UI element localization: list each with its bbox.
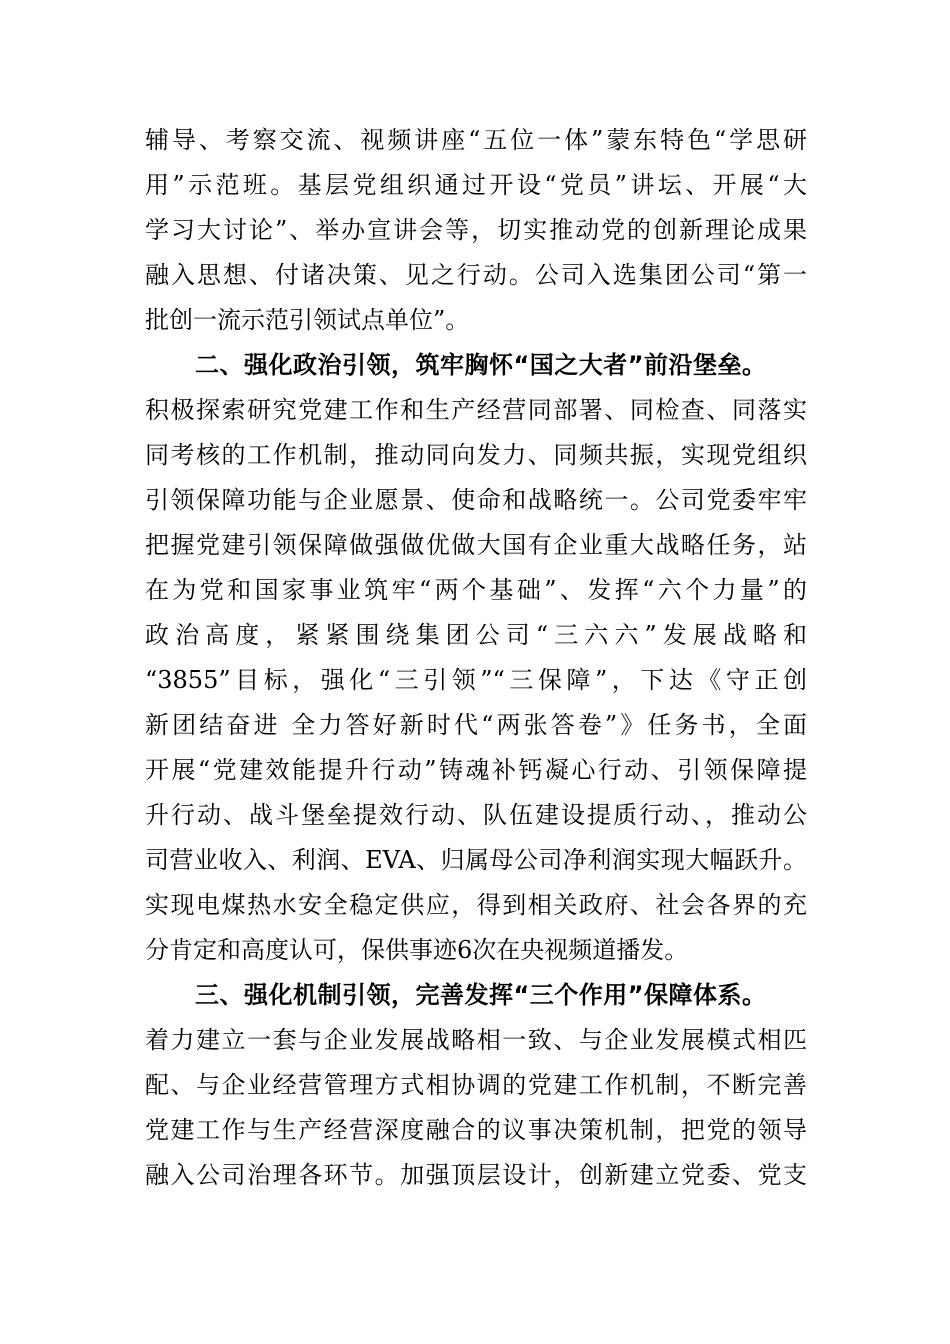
body-paragraph <box>145 118 807 343</box>
text-line: 新团结奋进 全力答好新时代“两张答卷”》任务书，全面 <box>145 711 807 739</box>
text-line: 党建工作与生产经营深度融合的议事决策机制，把党的领导 <box>145 1116 807 1144</box>
text-line: 学习大讨论”、举办宣讲会等，切实推动党的创新理论成果 <box>145 216 807 244</box>
text-line: 用”示范班。基层党组织通过开设“党员”讲坛、开展“大 <box>145 171 807 199</box>
document-page <box>145 118 807 1198</box>
text-line: 在为党和国家事业筑牢“两个基础”、发挥“六个力量”的 <box>145 576 807 604</box>
body-paragraph <box>145 388 807 973</box>
text-line: 把握党建引领保障做强做优做大国有企业重大战略任务，站 <box>145 531 807 559</box>
text-line: 同考核的工作机制，推动同向发力、同频共振，实现党组织 <box>145 441 807 469</box>
text-line: 三、强化机制引领，完善发挥“三个作用”保障体系。 <box>195 981 767 1009</box>
text-line: 升行动、战斗堡垒提效行动、队伍建设提质行动、，推动公 <box>145 801 807 829</box>
section-heading <box>145 343 807 388</box>
text-line: 开展“党建效能提升行动”铸魂补钙凝心行动、引领保障提 <box>145 756 807 784</box>
text-line: “3855”目标，强化“三引领”“三保障”，下达《守正创 <box>145 666 807 694</box>
body-paragraph <box>145 1018 807 1198</box>
text-line: 融入公司治理各环节。加强顶层设计，创新建立党委、党支 <box>145 1161 807 1189</box>
text-line: 引领保障功能与企业愿景、使命和战略统一。公司党委牢牢 <box>145 486 807 514</box>
text-line: 着力建立一套与企业发展战略相一致、与企业发展模式相匹 <box>145 1026 807 1054</box>
section-heading <box>145 973 807 1018</box>
text-line: 政治高度，紧紧围绕集团公司“三六六”发展战略和 <box>145 621 807 649</box>
text-line: 辅导、考察交流、视频讲座“五位一体”蒙东特色“学思研 <box>145 126 807 154</box>
text-line: 司营业收入、利润、EVA、归属母公司净利润实现大幅跃升。 <box>145 846 807 874</box>
text-line: 实现电煤热水安全稳定供应，得到相关政府、社会各界的充 <box>145 891 807 919</box>
text-line: 批创一流示范引领试点单位”。 <box>145 306 470 334</box>
text-line: 二、强化政治引领，筑牢胸怀“国之大者”前沿堡垒。 <box>195 351 767 379</box>
text-line: 分肯定和高度认可，保供事迹6次在央视频道播发。 <box>145 936 689 964</box>
text-line: 配、与企业经营管理方式相协调的党建工作机制，不断完善 <box>145 1071 807 1099</box>
text-line: 融入思想、付诸决策、见之行动。公司入选集团公司“第一 <box>145 261 807 289</box>
text-line: 积极探索研究党建工作和生产经营同部署、同检查、同落实 <box>145 396 807 424</box>
